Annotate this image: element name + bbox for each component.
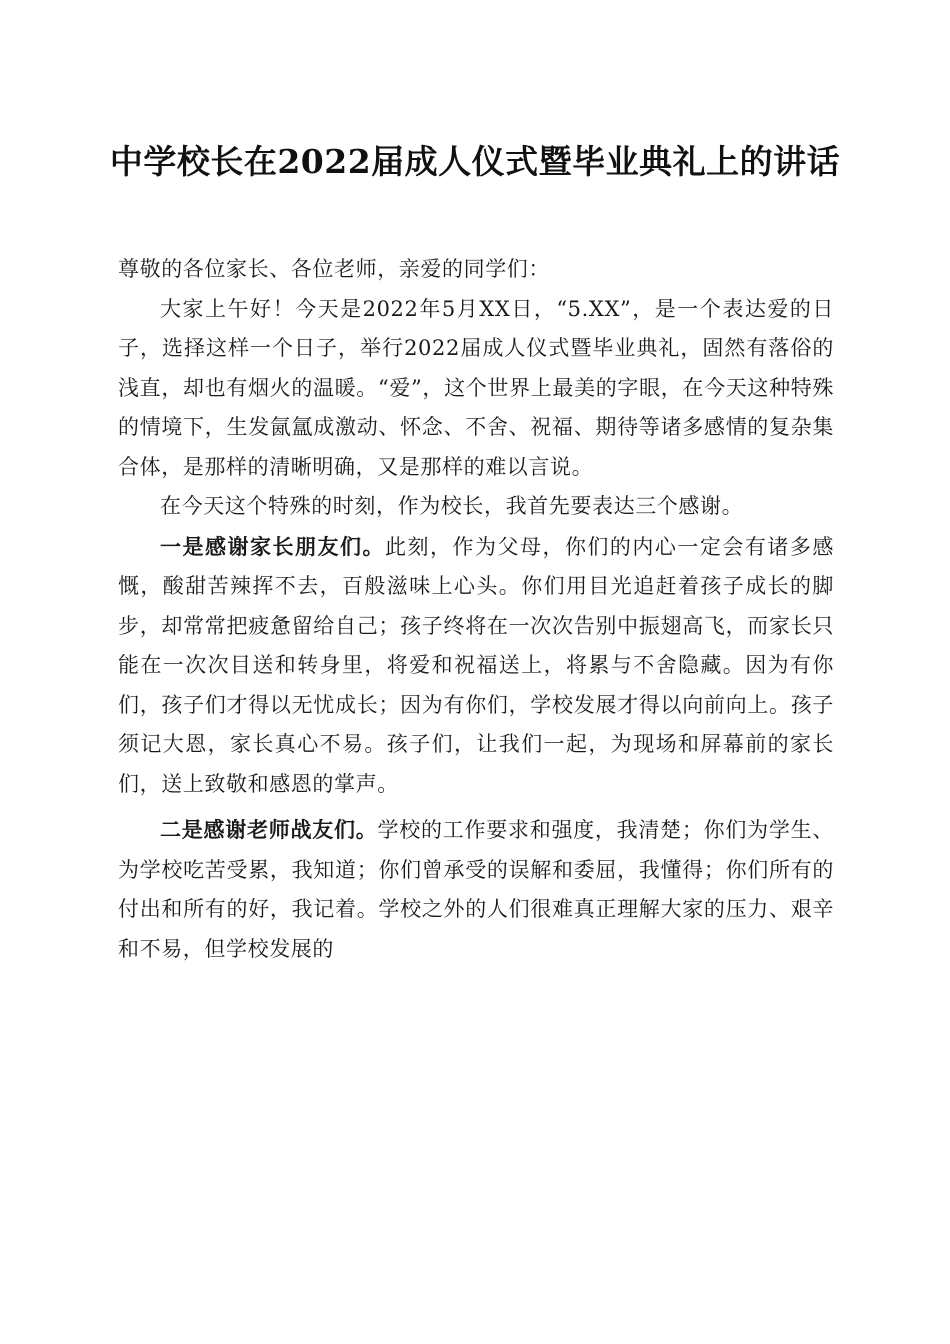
document-body xyxy=(118,250,834,969)
salutation: 尊敬的各位家长、各位老师，亲爱的同学们： xyxy=(118,257,550,281)
paragraph-lead: 一是感谢家长朋友们。 xyxy=(160,533,385,559)
paragraph-greeting xyxy=(118,290,834,488)
document-title: 中学校长在2022届成人仪式暨毕业典礼上的讲话 xyxy=(109,142,841,181)
paragraph-lead: 二是感谢老师战友们。 xyxy=(160,817,378,842)
paragraph-text: 大家上午好！今天是2022年5月XX日，“5.XX”，是一个表达爱的日子，选择这样一个日子，举行2022届成人仪式暨毕业典礼，固然有落俗的浅直，却也有烟火的温暖。“爱”，这个世界上最美的字眼，在今天这种特殊的情境下，生发氤氲成激动、怀念、不舍、祝福、期待等诸多感情的复杂集合体，是那样的清晰明确，又是那样的难以言说。 xyxy=(118,296,834,479)
paragraph-three-thanks xyxy=(118,487,834,527)
paragraph-text: 在今天这个特殊的时刻，作为校长，我首先要表达三个感谢。 xyxy=(160,494,744,518)
paragraph-text: 学校的工作要求和强度，我清楚；你们为学生、为学校吃苦受累，我知道；你们曾承受的误解和委屈，我懂得；你们所有的付出和所有的好，我记着。学校之外的人们很难真正理解大家的压力、艰辛和不易，但学校发展的 xyxy=(118,818,834,961)
paragraph-thanks-parents xyxy=(118,527,834,805)
paragraph-thanks-teachers xyxy=(118,810,834,969)
paragraph-text: 此刻，作为父母，你们的内心一定会有诸多感慨，酸甜苦辣挥不去，百般滋味上心头。你们用目光追赶着孩子成长的脚步，却常常把疲惫留给自己；孩子终将在一次次告别中振翅高飞，而家长只能在一次次目送和转身里，将爱和祝福送上，将累与不舍隐藏。因为有你们，孩子们才得以无忧成长；因为有你们，学校发展才得以向前向上。孩子须记大恩，家长真心不易。孩子们，让我们一起，为现场和屏幕前的家长们，送上致敬和感恩的掌声。 xyxy=(118,534,835,796)
